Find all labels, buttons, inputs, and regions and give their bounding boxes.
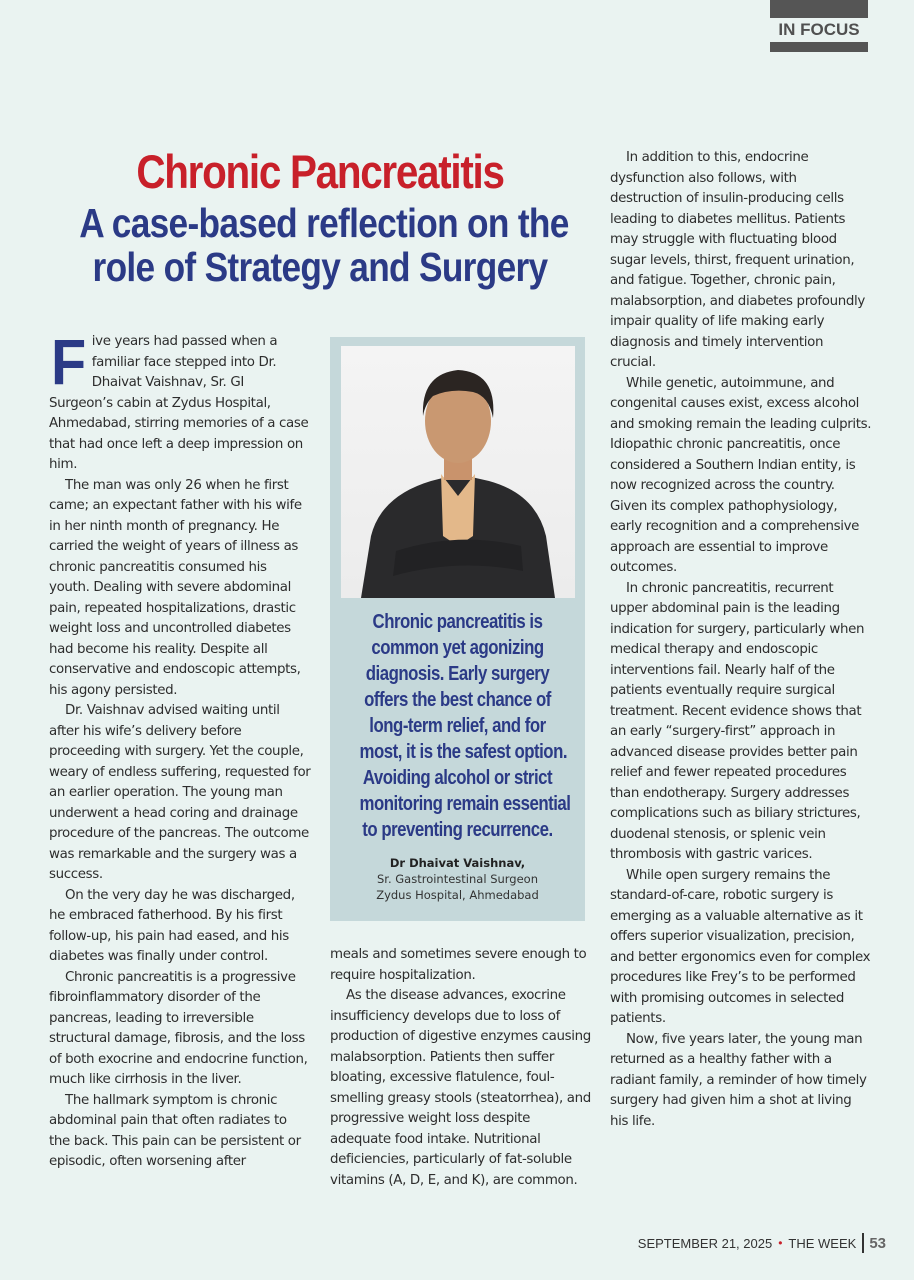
paragraph: As the disease advances, exocrine insufficiency develops due to loss of production of digestive enzymes causing malabsorption. Patients then suffer bloating, excessive flatulence, foul-smelling greasy stools (steatorrhea), and progressive weight loss despite adequate food intake. Nutritional deficiencies, particularly of fat-soluble vitamins (A, D, E, and K), are common. bbox=[330, 988, 591, 1188]
section-tag-bar-top bbox=[770, 0, 868, 18]
paragraph: While open surgery remains the standard-of-care, robotic surgery is emerging as a valuable alternative as it offers superior visualization, precision, and better ergonomics even for complex procedures like Frey’s to be performed with promising outcomes in selected patients. bbox=[610, 867, 871, 1026]
paragraph: meals and sometimes severe enough to require hospitalization. bbox=[330, 947, 587, 983]
quote-byline bbox=[330, 855, 585, 903]
byline-organization: Zydus Hospital, Ahmedabad bbox=[376, 888, 539, 902]
pull-quote-line: Avoiding alcohol or strict bbox=[362, 766, 553, 789]
article-subtitle-line-1: A case-based reflection on the bbox=[79, 200, 569, 246]
article-title: Chronic Pancreatitis bbox=[136, 145, 504, 198]
paragraph: In chronic pancreatitis, recurrent upper abdominal pain is the leading indication for surgery, particularly when medical therapy and endoscopic interventions fail. Nearly half of the patients eventually require surgical treatment. Recent evidence shows that an early “surgery-first” approach in advanced disease provides better pain relief and fewer repeated procedures than endotherapy. Surgery addresses complications such as biliary strictures, duodenal stenosis, or splenic vein thrombosis with gastric varices. bbox=[610, 580, 865, 862]
page-footer bbox=[638, 1233, 886, 1253]
author-photo bbox=[341, 346, 575, 598]
pull-quote-line: offers the best chance of bbox=[364, 688, 551, 711]
pull-quote-line: long-term relief, and for bbox=[369, 714, 546, 737]
portrait-illustration bbox=[341, 346, 575, 598]
bullet-separator-icon: • bbox=[778, 1236, 783, 1250]
paragraph: Dr. Vaishnav advised waiting until after his wife’s delivery before proceeding with surgery. Yet the couple, weary of endless suffering, requested for an earlier operation. The young man underwent a head coring and drainage procedure of the pancreas. The outcome was remarkable and the surgery was a success. bbox=[49, 703, 311, 882]
byline-name: Dr Dhaivat Vaishnav, bbox=[389, 856, 526, 870]
paragraph: The man was only 26 when he first came; an expectant father with his wife in her ninth month of pregnancy. He carried the weight of years of illness as chronic pancreatitis consumed his youth. Dealing with severe abdominal pain, repeated hospitalizations, drastic weight loss and uncontrolled diabetes had become his reality. Despite all conservative and endoscopic attempts, his agony persisted. bbox=[49, 477, 302, 698]
paragraph-text: ive years had passed when a familiar face stepped into Dr. Dhaivat Vaishnav, Sr. GI Surgeon’s cabin at Zydus Hospital, Ahmedabad, stirring memories of a case that had once left a deep impression on him. bbox=[49, 334, 309, 472]
section-tag-label: IN FOCUS bbox=[778, 20, 860, 39]
vertical-divider bbox=[862, 1233, 864, 1253]
pull-quote-line: to preventing recurrence. bbox=[362, 818, 553, 841]
pull-quote bbox=[338, 609, 577, 843]
pull-quote-line: Chronic pancreatitis is bbox=[372, 610, 543, 633]
paragraph: On the very day he was discharged, he embraced fatherhood. By his first follow-up, his pain had eased, and his diabetes was finally under control. bbox=[49, 887, 295, 964]
pull-quote-line: most, it is the safest option. bbox=[359, 740, 568, 763]
pull-quote-line: common yet agonizing bbox=[371, 636, 544, 659]
pull-quote-line: monitoring remain essential bbox=[359, 792, 571, 815]
page-number: 53 bbox=[869, 1234, 886, 1252]
paragraph: While genetic, autoimmune, and congenital causes exist, excess alcohol and smoking remain the leading culprits. Idiopathic chronic pancreatitis, once considered a Southern Indian entity, is now recognized across the country. Given its complex pathophysiology, early recognition and a comprehensive approach are essential to improve outcomes. bbox=[610, 375, 872, 575]
paragraph: Now, five years later, the young man returned as a healthy father with a radiant family, a reminder of how timely surgery had given him a shot at living his life. bbox=[610, 1031, 867, 1129]
headline bbox=[40, 143, 600, 289]
byline-title: Sr. Gastrointestinal Surgeon bbox=[376, 872, 539, 886]
pull-quote-line: diagnosis. Early surgery bbox=[365, 662, 550, 685]
article-column-1 bbox=[49, 326, 311, 1173]
section-tag-bar-bottom bbox=[770, 42, 868, 52]
drop-cap: F bbox=[50, 326, 86, 398]
publication-name: THE WEEK bbox=[788, 1235, 857, 1251]
paragraph: Chronic pancreatitis is a progressive fibroinflammatory disorder of the pancreas, leading to irreversible structural damage, fibrosis, and the loss of both exocrine and endocrine function, much like cirrhosis in the liver. bbox=[49, 969, 308, 1087]
pull-quote-box bbox=[330, 337, 585, 921]
article-subtitle-line-2: role of Strategy and Surgery bbox=[92, 244, 548, 290]
paragraph: In addition to this, endocrine dysfunction also follows, with destruction of insulin-producing cells leading to diabetes mellitus. Patients may struggle with fluctuating blood sugar levels, thirst, frequent urination, and fatigue. Together, chronic pain, malabsorption, and diabetes profoundly impair quality of life making early diagnosis and timely intervention crucial. bbox=[610, 150, 865, 370]
paragraph bbox=[49, 326, 311, 476]
article-column-3 bbox=[610, 148, 872, 1132]
issue-date: SEPTEMBER 21, 2025 bbox=[637, 1235, 773, 1251]
article-column-2 bbox=[330, 945, 592, 1191]
paragraph: The hallmark symptom is chronic abdominal pain that often radiates to the back. This pain can be persistent or episodic, often worsening after bbox=[49, 1092, 301, 1169]
section-tag bbox=[770, 0, 868, 52]
